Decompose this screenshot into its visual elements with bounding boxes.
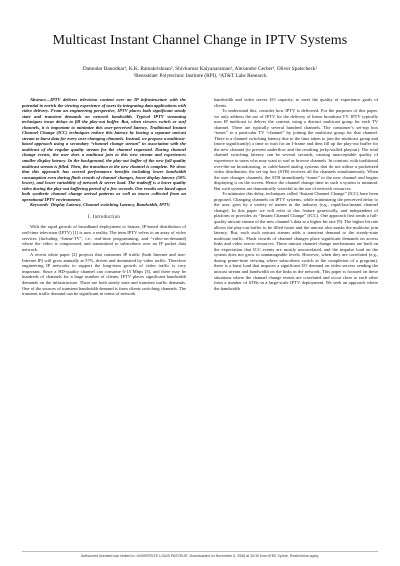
author-affiliations: ¹Rensselaer Polytechnic Institute (RPI), ²AT&T Labs Research — [133, 73, 267, 79]
keywords: Keywords- Display Latency, Channel switching Latency, Bandwidth, IPTV. — [30, 202, 171, 208]
abstract-text: IPTV delivers television content over an IP infrastructure with the potential to enrich the viewing experience of users by integrating data applications with video delivery. From an engineering perspective, IPTV places both significant steady state and transient demands on network bandwidth. Typical IPTV streaming techniques incur delays to fill the play-out buffer. But, when viewers switch or surf channels, it is important to minimize this user-perceived latency. Traditional Instant Channel Change (ICC) techniques reduce this latency by having a separate unicast stream to burst data for every user changing channels. Instead, we propose a multicast-based approach using a secondary “channel change stream” in association with the multicast of the regular quality stream for the channel requested. During channel change events, the user does a multicast join to this new stream and experiences smaller display latency. In the background, the play-out buffer of the new full-quality multicast stream is filled. Then, the transition to the new channel is complete. We show that this approach has several performance benefits including lower bandwidth consumption even during flash crowds of channel changes, lower display latency (50% lower), and lower variability of network & server load. The tradeoff is a lower quality video during the play-out buffering period of a few seconds. Our results are based upon both synthetic channel change arrival patterns as well as traces collected from an operational IPTV environment. — [22, 97, 186, 202]
intro-paragraph: bandwidth and video server I/O capacity, to meet the quality of experience goals of clients. — [214, 97, 378, 108]
section-heading-introduction: I. Introduction — [87, 214, 121, 220]
abstract — [22, 97, 186, 202]
abstract-label: Abstract— — [30, 97, 51, 102]
intro-paragraph: With the rapid growth of broadband deployment to homes, IP-based distribution of real-time television (IPTV) [1] is now a reality. The term IPTV refers to an array of video services (including “linear-TV”, i.e., real-time programming, and “video-on-demand) where the video is compressed, and transmitted to subscribers over an IP packet data network. — [22, 224, 186, 252]
intro-paragraph: To understand this, consider how IPTV is delivered. For the purposes of this paper, we only address the use of IPTV for the delivery of linear broadcast TV. IPTV typically uses IP multicast to deliver the content, using a distinct multicast group for each TV channel. There are typically several hundred channels. The consumer’s set-top box “tunes” to a particular TV “channel” by joining the multicast group for that channel. There is a channel switching latency due to the time taken to join the multicast group and (more significantly) a time to wait for an I-frame and then fill up the play-out buffer for the new channel (to prevent underflow and the resulting jerky/stalled playout). The total channel switching latency can be several seconds, causing unacceptable quality of experience to users who may want to surf or browse channels. In contrast, with traditional over-the-air broadcasting, or cable-based analog systems that do not utilize a packetized video distribution, the set top box (STB) receives all the channels simultaneously. When the user changes channels, the STB immediately “tunes” to the new channel and begins displaying it on the screen. Hence the channel change time in such a system is minimal. But such systems are dramatically wasteful in the use of network resources. — [214, 108, 378, 191]
intro-paragraph: To minimize this delay, techniques called “Instant Channel Change” (ICC) have been proposed. Changing channels on IPTV systems, while minimizing the perceived delay to the user, goes by a variety of names in the industry (e.g., rapid/fast/instant channel change). In this paper we will refer to this feature generically, and independent of platform or provider, as “Instant Channel Change” (ICC). One approach first sends a full-quality unicast stream of the new channel’s data at a higher bit rate [9]. The higher bit rate allows the play-out buffer to be filled faster and the unicast also masks the multicast join latency. But, each such unicast stream adds a transient demand to the steady-state multicast traffic. Flash crowds of channel changes place significant demands on access links and video server resources. These unicast channel change mechanisms are built on the expectation that ICC events are mostly uncorrelated, and the impulse load on the system does not grow to unmanageable levels. However, when they are correlated (e.g., during prime-time viewing where subscribers switch at the completion of a program), there is a burst load that imposes a significant I/O demand on video servers sending the unicast stream and bandwidth on the links in the network. This paper is focused on these situations where the channel change events are correlated and occur close to each other from a number of STBs in a large-scale IPTV deployment. We seek an approach where the bandwidth — [214, 191, 378, 291]
license-footer: Authorized licensed use limited to: UNIVERSITE LOUIS PASTEUR. Downloaded on November 5, 2008 at 15:30 from IEEE Xplore. Restrictions apply. — [81, 554, 319, 558]
right-column — [214, 97, 378, 291]
paper-title: Multicast Instant Channel Change in IPTV Systems — [52, 33, 348, 48]
footer-divider — [22, 551, 378, 552]
author-list: Damodar Banodkar¹, K.K. Ramakrishnan², Shivkumar Kalyanaraman¹, Alexandre Gerber², Oliver Spatscheck² — [82, 66, 318, 72]
intro-paragraph: A recent white paper [2] projects that consumer IP traffic (both Internet and non-Internet IP) will grow annually at 57%, driven and dominated by video traffic. Therefore engineering IP networks to support the long-term growth of video traffic is very important. Since a HD-quality channel can consume 6-15 Mbps [3], and there may be hundreds of channels for a large number of clients, IPTV places significant bandwidth demands on the infrastructure. There are both steady state and transient traffic demands. One of the sources of transient bandwidth demand is from clients switching channels. The transient traffic demand can be significant in terms of network — [22, 252, 186, 297]
left-column — [22, 97, 186, 297]
